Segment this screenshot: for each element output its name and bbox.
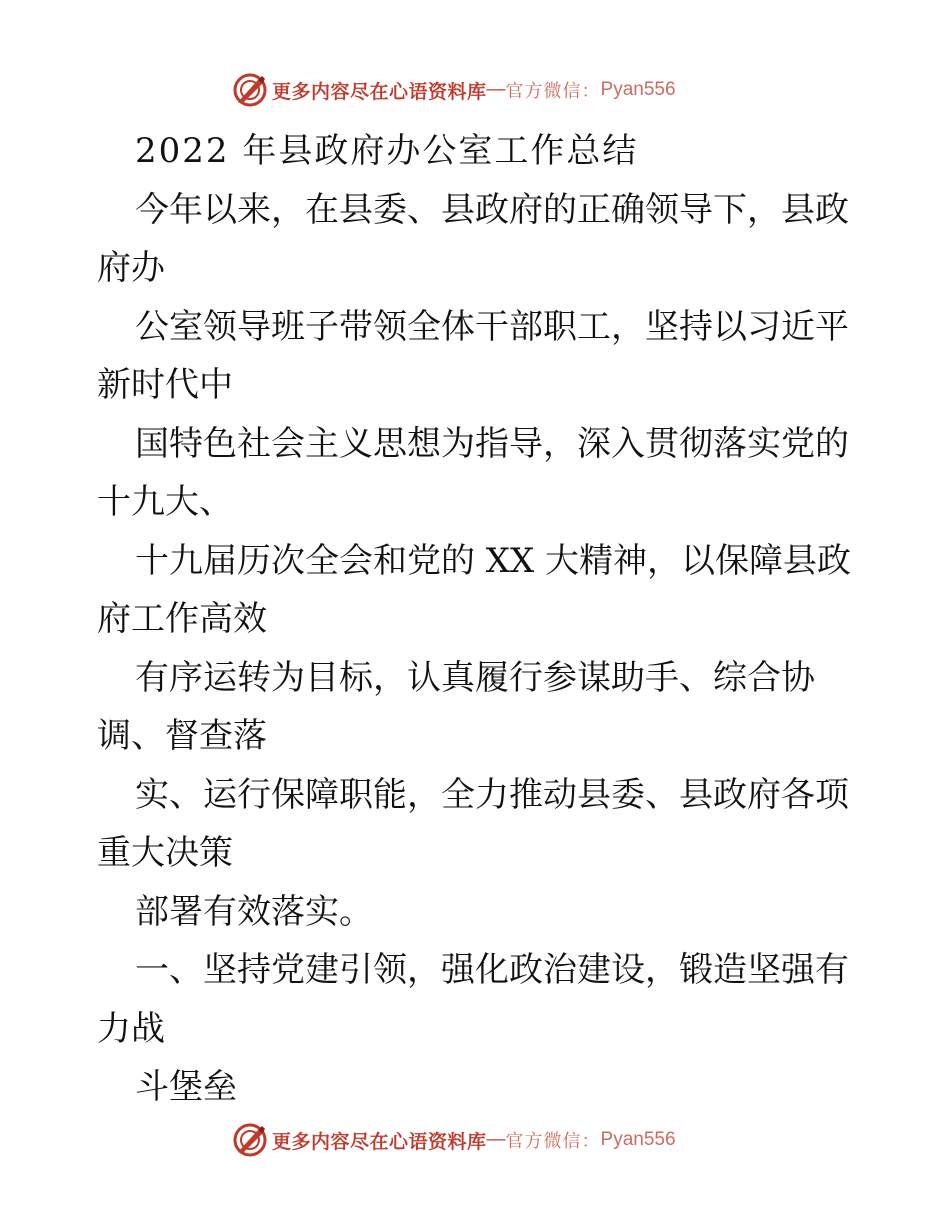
watermark-dash: —: [486, 79, 506, 100]
section-heading-line: 斗堡垒: [135, 1067, 237, 1107]
watermark-main-text: 更多内容尽在心语资料库: [272, 80, 487, 103]
paragraph-line: 国特色社会主义思想为指导，深入贯彻落实党的: [135, 423, 849, 464]
watermark-official-label: 官方微信：: [505, 81, 601, 102]
pen-logo-icon: [232, 1122, 268, 1158]
paragraph-line: 调、督查落: [97, 716, 267, 756]
watermark-main-text: 更多内容尽在心语资料库: [272, 1130, 487, 1153]
watermark-wechat-id: Pyan556: [600, 79, 676, 100]
paragraph-line: 十九届历次全会和党的 XX 大精神，以保障县政: [135, 540, 852, 581]
section-heading-line: 力战: [97, 1008, 165, 1049]
paragraph-line: 今年以来，在县委、县政府的正确领导下，县政: [135, 189, 849, 230]
document-body: [97, 122, 857, 1117]
watermark-official-label: 官方微信：: [505, 1131, 601, 1152]
watermark-banner-bottom: [232, 1120, 676, 1160]
paragraph-line: 重大决策: [97, 833, 233, 873]
watermark-banner-top: [232, 70, 676, 110]
pen-logo-icon: [232, 72, 268, 108]
paragraph-line: 新时代中: [97, 365, 233, 405]
paragraph-line: 有序运转为目标，认真履行参谋助手、综合协: [135, 657, 815, 698]
paragraph-line: 十九大、: [97, 482, 233, 522]
watermark-wechat-id: Pyan556: [600, 1129, 676, 1150]
paragraph-line: 府工作高效: [97, 599, 267, 639]
section-heading-line: 一、坚持党建引领，强化政治建设，锻造坚强有: [135, 950, 849, 990]
watermark-dash: —: [486, 1129, 506, 1150]
paragraph-line: 公室领导班子带领全体干部职工，坚持以习近平: [135, 306, 849, 347]
paragraph-line: 实、运行保障职能，全力推动县委、县政府各项: [135, 774, 849, 815]
paragraph-line: 府办: [97, 248, 165, 288]
paragraph-line: 部署有效落实。: [135, 891, 373, 932]
document-title: 2022 年县政府办公室工作总结: [135, 131, 639, 171]
